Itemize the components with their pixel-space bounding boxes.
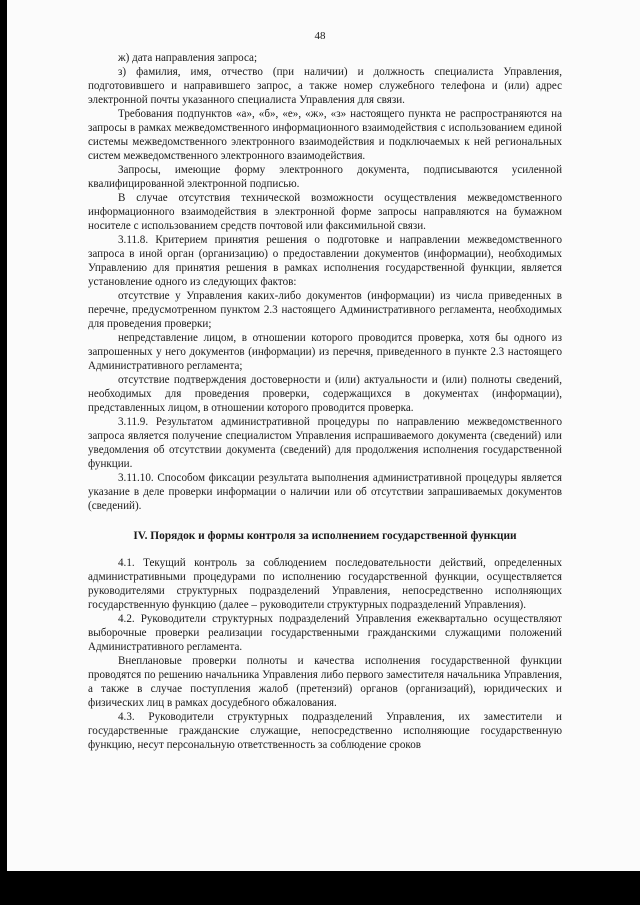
document-body <box>88 51 562 752</box>
paragraph: 4.3. Руководители структурных подразделений Управления, их заместители и государственные гражданские служащие, непосредственно исполняющие государственную функцию, несут персональную ответственность за соблюдение сроков <box>88 711 562 751</box>
paragraph: 3.11.10. Способом фиксации результата выполнения административной процедуры является указание в деле проверки информации о наличии или об отсутствии запрашиваемых документов (сведений). <box>88 472 562 512</box>
paragraph: В случае отсутствия технической возможности осуществления межведомственного информационного взаимодействия в электронной форме запросы направляются на бумажном носителе с использованием средств почтовой или факсимильной связи. <box>88 192 562 232</box>
paragraph: 3.11.8. Критерием принятия решения о подготовке и направлении межведомственного запроса в иной орган (организацию) о предоставлении документов (информации), необходимых Управлению для принятия решения в рамках исполнения государственной функции, является установление одного из следующих фактов: <box>88 234 562 288</box>
paragraph: з) фамилия, имя, отчество (при наличии) и должность специалиста Управления, подготовившего и направившего запрос, а также номер служебного телефона и (или) адрес электронной почты указанного специалиста Управления для связи. <box>88 66 562 106</box>
scan-border-bottom <box>0 871 640 905</box>
section-heading: IV. Порядок и формы контроля за исполнением государственной функции <box>133 530 517 542</box>
scan-border-left <box>0 0 7 905</box>
paragraph: 4.2. Руководители структурных подразделений Управления ежеквартально осуществляют выборочные проверки реализации государственными гражданскими служащими положений Административного регламента. <box>88 613 562 653</box>
paragraph: отсутствие у Управления каких-либо документов (информации) из числа приведенных в перечне, предусмотренном пунктом 2.3 настоящего Административного регламента, необходимых для проведения проверки; <box>88 290 562 330</box>
paragraph: Запросы, имеющие форму электронного документа, подписываются усиленной квалифицированной электронной подписью. <box>88 164 562 190</box>
paragraph: Требования подпунктов «а», «б», «е», «ж», «з» настоящего пункта не распространяются на запросы в рамках межведомственного информационного взаимодействия с использованием единой системы межведомственного электронного взаимодействия и подключаемых к ней региональных систем межведомственного электронного взаимодействия. <box>88 108 562 162</box>
paragraph: 3.11.9. Результатом административной процедуры по направлению межведомственного запроса является получение специалистом Управления испрашиваемого документа (сведений) или уведомления об отсутствии документа (сведений) для продолжения исполнения государственной функции. <box>88 416 562 470</box>
paragraph: непредставление лицом, в отношении которого проводится проверка, хотя бы одного из запрошенных у него документов (информации) из перечня, приведенного в пункте 2.3 настоящего Административного регламента; <box>88 332 562 372</box>
paragraph: 4.1. Текущий контроль за соблюдением последовательности действий, определенных административными процедурами по исполнению государственной функции, осуществляется руководителями структурных подразделений Управления, непосредственно исполняющих государственную функцию (далее – руководители структурных подразделений Управления). <box>88 557 562 611</box>
paragraph: Внеплановые проверки полноты и качества исполнения государственной функции проводятся по решению начальника Управления либо первого заместителя начальника Управления, а также в случае поступления жалоб (претензий) органов (организаций), юридических и физических лиц в рамках досудебного обжалования. <box>88 655 562 709</box>
page-number: 48 <box>314 30 326 42</box>
paragraph: ж) дата направления запроса; <box>118 52 258 64</box>
paragraph: отсутствие подтверждения достоверности и (или) актуальности и (или) полноты сведений, необходимых для проведения проверки, содержащихся в документах (информации), представленных лицом, в отношении которого проводится проверка. <box>88 374 562 414</box>
